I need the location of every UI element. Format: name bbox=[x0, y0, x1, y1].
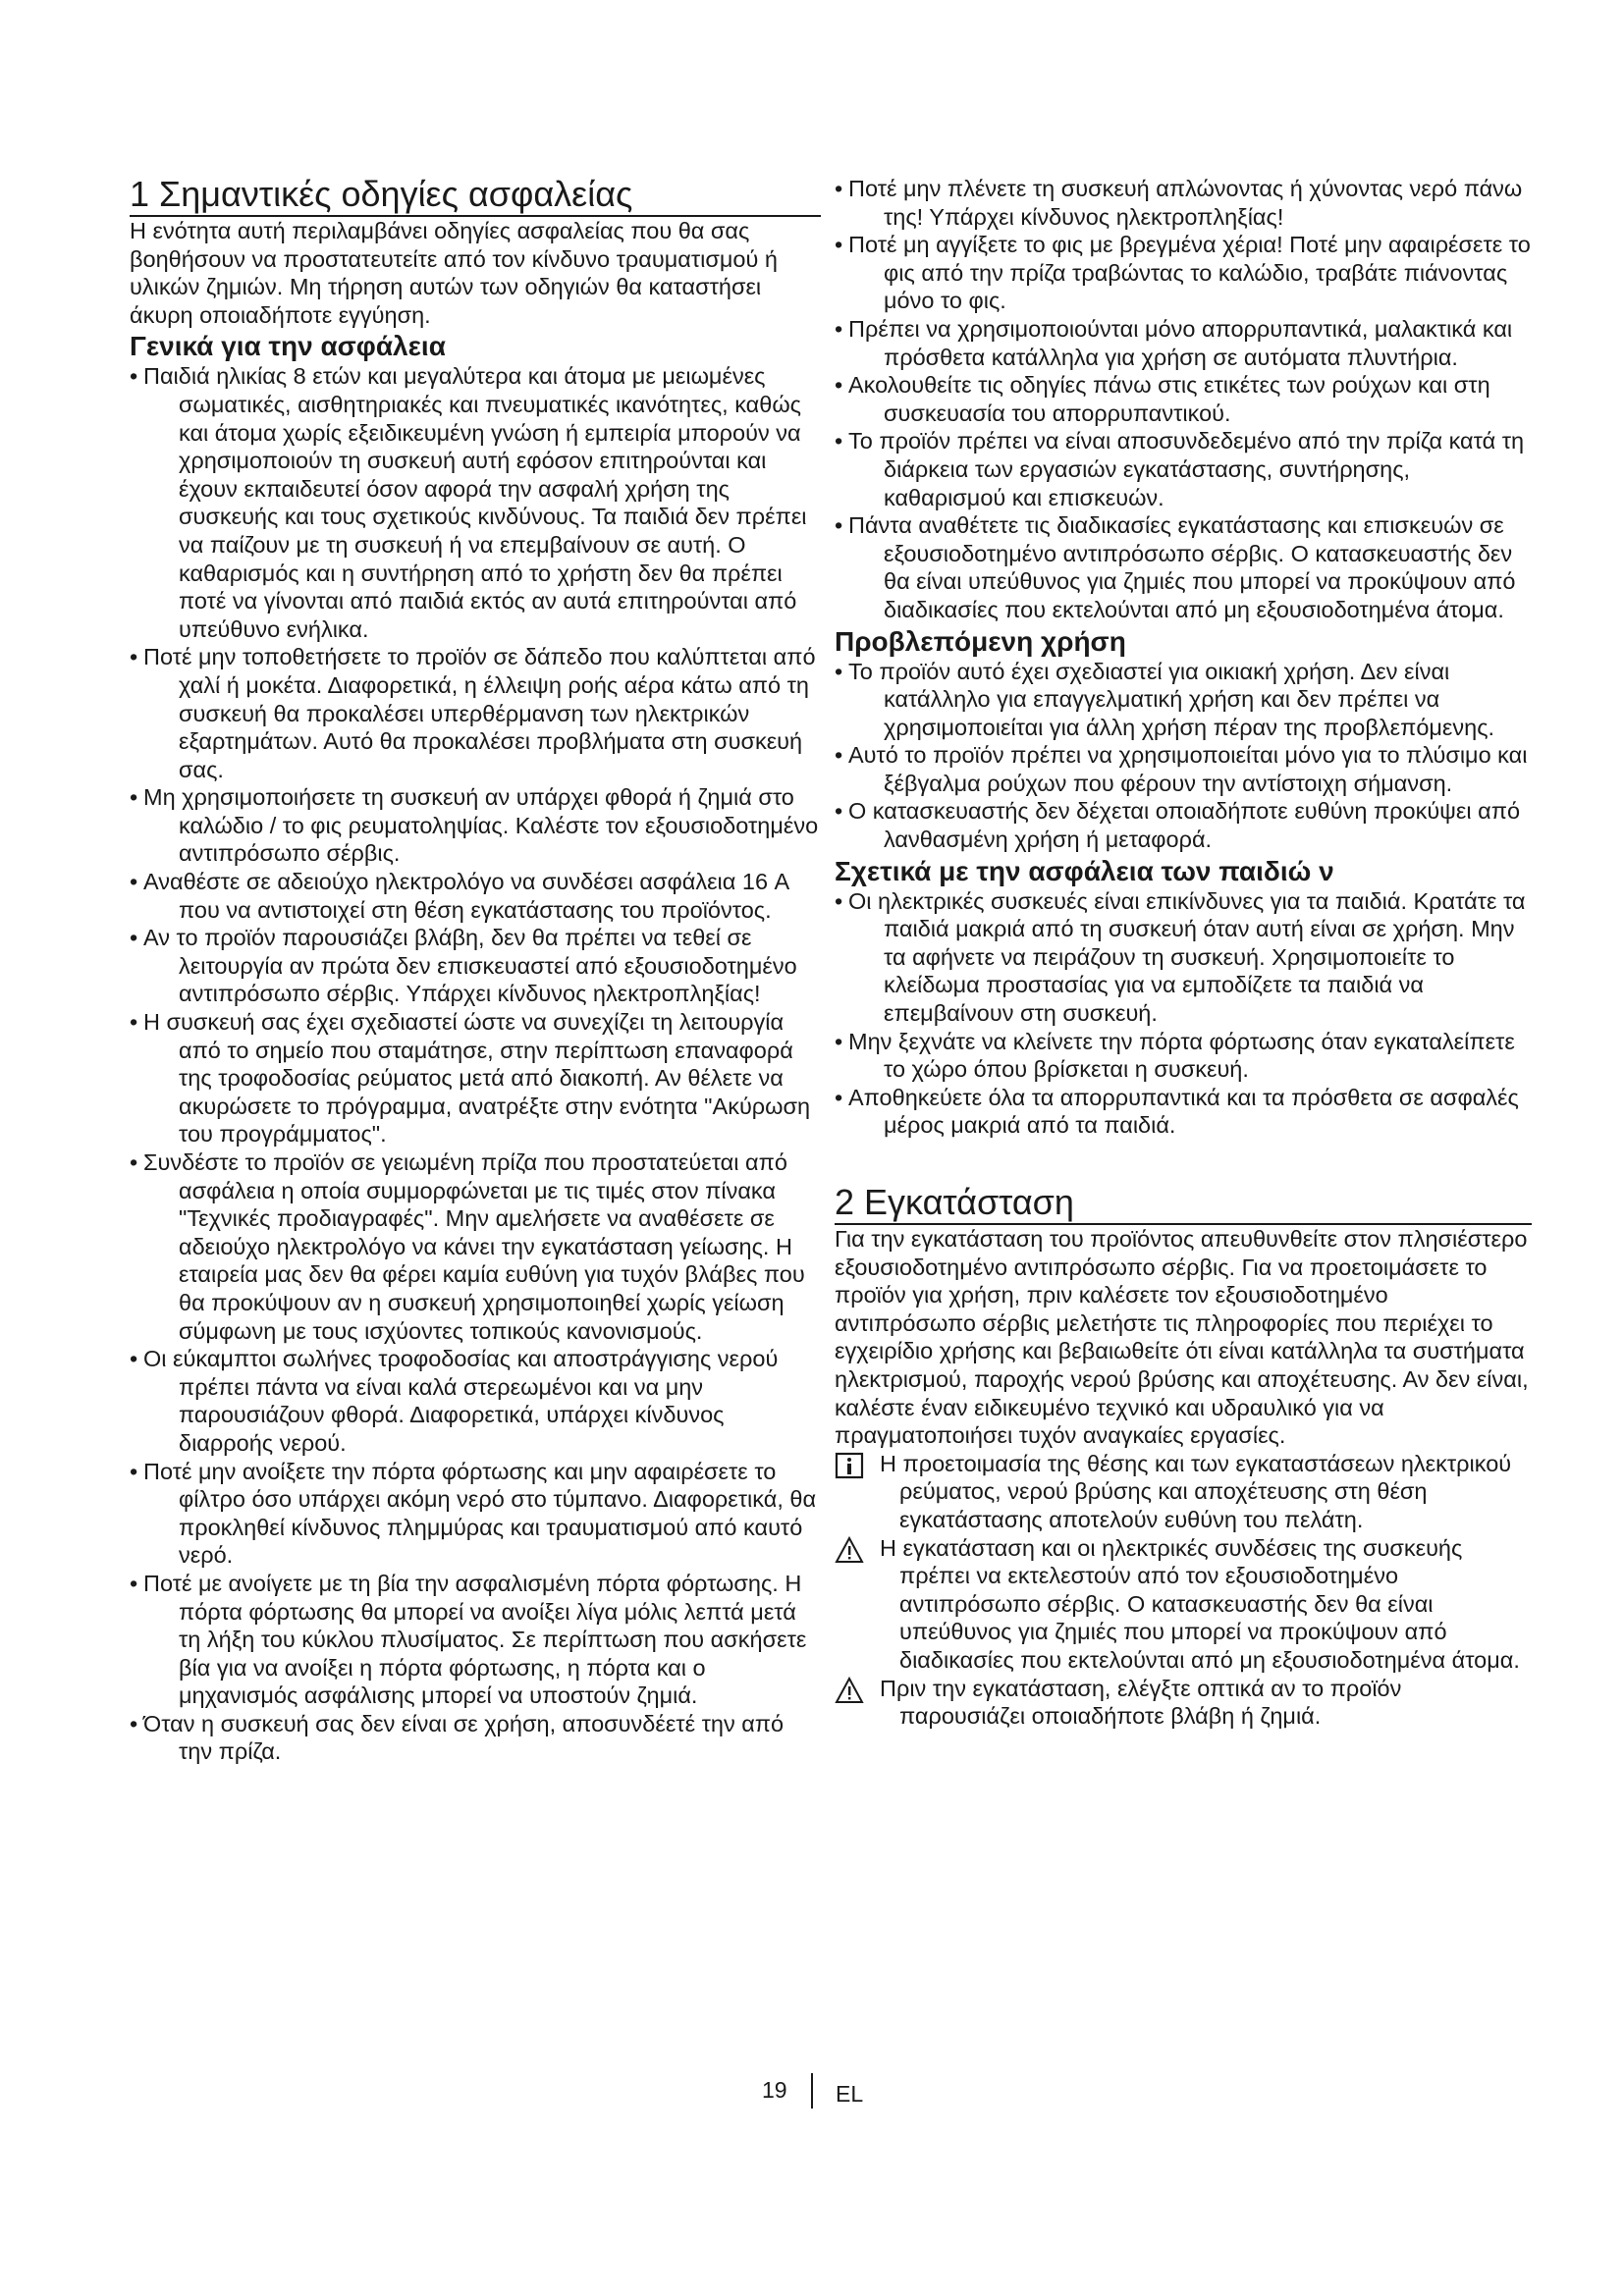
section-2-number: 2 bbox=[835, 1182, 855, 1222]
section-1-number: 1 bbox=[130, 174, 150, 214]
info-note bbox=[835, 1450, 1532, 1534]
info-icon bbox=[835, 1452, 864, 1479]
section-2-intro: Για την εγκατάσταση του προϊόντος απευθυνθείτε στον πλησιέστερο εξουσιοδοτημένο αντιπρόσωπο σέρβις. Για να προετοιμάσετε το προϊόν για χρήση, πριν καλέσετε τον εξουσιοδοτημένο αντιπρόσωπο σέρβις μελετήστε τις πληροφορίες που περιέχει το εγχειρίδιο χρήσης και βεβαιωθείτε ότι είναι κατάλληλα τα συστήματα ηλεκτρισμού, παροχής νερού βρύσης και αποχέτευσης. Αν δεν είναι, καλέστε έναν ειδικευμένο τεχνικό και υδραυλικό για να πραγματοποιήσει τυχόν αναγκαίες εργασίες. bbox=[835, 1226, 1529, 1449]
list-item: • Πρέπει να χρησιμοποιούνται μόνο απορρυπαντικά, μαλακτικά και πρόσθετα κατάλληλα για χρήση σε αυτόματα πλυντήρια. bbox=[835, 315, 1532, 371]
general-safety-list bbox=[130, 362, 821, 1766]
children-safety-heading: Σχετικά με την ασφάλεια των παιδιώ ν bbox=[835, 855, 1334, 886]
right-column bbox=[835, 175, 1532, 1731]
list-item: • Ποτέ μη αγγίξετε το φις με βρεγμένα χέρια! Ποτέ μην αφαιρέσετε το φις από την πρίζα τραβώντας το καλώδιο, τραβάτε πιάνοντας μόνο το φις. bbox=[835, 231, 1532, 315]
warning-icon bbox=[835, 1677, 864, 1704]
warning-note bbox=[835, 1675, 1532, 1731]
list-item: • Πάντα αναθέτετε τις διαδικασίες εγκατάστασης και επισκευών σε εξουσιοδοτημένο αντιπρόσωπο σέρβις. Ο κατασκευαστής δεν θα είναι υπεύθυνος για ζημιές που μπορεί να προκύψουν από διαδικασίες που εκτελούνται από μη εξουσιοδοτημένα άτομα. bbox=[835, 511, 1532, 623]
list-item: • Οι ηλεκτρικές συσκευές είναι επικίνδυνες για τα παιδιά. Κρατάτε τα παιδιά μακριά από τη συσκευή όταν αυτή είναι σε χρήση. Μην τα αφήνετε να πειράζουν τη συσκευή. Χρησιμοποιείτε το κλείδωμα προστασίας για να εμποδίζετε τα παιδιά να επεμβαίνουν στη συσκευή. bbox=[835, 887, 1532, 1028]
intended-use-heading: Προβλεπόμενη χρήση bbox=[835, 625, 1126, 657]
section-2-heading bbox=[835, 1183, 1532, 1225]
note-text: Η προετοιμασία της θέσης και των εγκαταστάσεων ηλεκτρικού ρεύματος, νερού βρύσης και αποχέτευσης στη θέση εγκατάστασης αποτελούν ευθύνη του πελάτη. bbox=[880, 1450, 1512, 1532]
page-number: 19 bbox=[762, 2077, 787, 2103]
list-item: • Αναθέστε σε αδειούχο ηλεκτρολόγο να συνδέσει ασφάλεια 16 A που να αντιστοιχεί στη θέση εγκατάστασης του προϊόντος. bbox=[130, 868, 821, 924]
children-safety-list bbox=[835, 887, 1532, 1140]
list-item: • Παιδιά ηλικίας 8 ετών και μεγαλύτερα και άτομα με μειωμένες σωματικές, αισθητηριακές και πνευματικές ικανότητες, καθώς και άτομα χωρίς εξειδικευμένη γνώση ή εμπειρία μπορούν να χρησιμοποιούν τη συσκευή αυτή εφόσον επιτηρούνται και έχουν εκπαιδευτεί όσον αφορά την ασφαλή χρήση της συσκευής και τους σχετικούς κινδύνους. Τα παιδιά δεν πρέπει να παίζουν με τη συσκευή ή να επεμβαίνουν σε αυτή. Ο καθαρισμός και η συντήρηση από το χρήστη δεν θα πρέπει ποτέ να γίνονται από παιδιά εκτός αν αυτά επιτηρούνται από υπεύθυνο ενήλικα. bbox=[130, 362, 821, 643]
note-text: Πριν την εγκατάσταση, ελέγξτε οπτικά αν το προϊόν παρουσιάζει οποιαδήποτε βλάβη ή ζημιά. bbox=[880, 1675, 1402, 1730]
intended-use-list bbox=[835, 658, 1532, 854]
footer-divider bbox=[811, 2073, 813, 2109]
general-safety-heading: Γενικά για την ασφάλεια bbox=[130, 331, 446, 362]
list-item: • Ποτέ με ανοίγετε με τη βία την ασφαλισμένη πόρτα φόρτωσης. Η πόρτα φόρτωσης θα μπορεί να ανοίξει λίγα μόλις λεπτά μετά τη λήξη του κύκλου πλυσίματος. Σε περίπτωση που ασκήσετε βία για να ανοίξει η πόρτα φόρτωσης, η πόρτα και ο μηχανισμός ασφάλισης μπορεί να υποστούν ζημιά. bbox=[130, 1570, 821, 1710]
section-1-title: Σημαντικές οδηγίες ασφαλείας bbox=[159, 174, 633, 214]
section-1-intro: Η ενότητα αυτή περιλαμβάνει οδηγίες ασφαλείας που θα σας βοηθήσουν να προστατευτείτε από τον κίνδυνο τραυματισμού ή υλικών ζημιών. Μη τήρηση αυτών των οδηγιών θα καταστήσει άκυρη οποιαδήποτε εγγύηση. bbox=[130, 218, 778, 328]
list-item: • Αυτό το προϊόν πρέπει να χρησιμοποιείται μόνο για το πλύσιμο και ξέβγαλμα ρούχων που φέρουν την αντίστοιχη σήμανση. bbox=[835, 741, 1532, 797]
list-item: • Ακολουθείτε τις οδηγίες πάνω στις ετικέτες των ρούχων και στη συσκευασία του απορρυπαντικού. bbox=[835, 371, 1532, 427]
page-footer bbox=[0, 2073, 1624, 2112]
list-item: • Ποτέ μην τοποθετήσετε το προϊόν σε δάπεδο που καλύπτεται από χαλί ή μοκέτα. Διαφορετικά, η έλλειψη ροής αέρα κάτω από τη συσκευή θα προκαλέσει υπερθέρμανση των ηλεκτρικών εξαρτημάτων. Αυτό θα προκαλέσει προβλήματα στη συσκευή σας. bbox=[130, 643, 821, 783]
language-code: EL bbox=[836, 2081, 864, 2107]
list-item: • Όταν η συσκευή σας δεν είναι σε χρήση, αποσυνδέετέ την από την πρίζα. bbox=[130, 1710, 821, 1766]
warning-icon bbox=[835, 1536, 864, 1564]
list-item: • Μην ξεχνάτε να κλείνετε την πόρτα φόρτωσης όταν εγκαταλείπετε το χώρο όπου βρίσκεται η συσκευή. bbox=[835, 1028, 1532, 1084]
list-item: • Η συσκευή σας έχει σχεδιαστεί ώστε να συνεχίζει τη λειτουργία από το σημείο που σταμάτησε, στην περίπτωση επαναφορά της τροφοδοσίας ρεύματος μετά από διακοπή. Αν θέλετε να ακυρώσετε το πρόγραμμα, ανατρέξτε στην ενότητα "Ακύρωση του προγράμματος". bbox=[130, 1008, 821, 1148]
list-item: • Ποτέ μην πλένετε τη συσκευή απλώνοντας ή χύνοντας νερό πάνω της! Υπάρχει κίνδυνος ηλεκτροπληξίας! bbox=[835, 175, 1532, 231]
warning-note bbox=[835, 1534, 1532, 1675]
list-item: • Ο κατασκευαστής δεν δέχεται οποιαδήποτε ευθύνη προκύψει από λανθασμένη χρήση ή μεταφορά. bbox=[835, 797, 1532, 853]
left-column bbox=[130, 175, 821, 1766]
list-item: • Το προϊόν πρέπει να είναι αποσυνδεδεμένο από την πρίζα κατά τη διάρκεια των εργασιών εγκατάστασης, συντήρησης, καθαρισμού και επισκευών. bbox=[835, 427, 1532, 511]
section-2-title: Εγκατάσταση bbox=[864, 1182, 1074, 1222]
list-item: • Αποθηκεύετε όλα τα απορρυπαντικά και τα πρόσθετα σε ασφαλές μέρος μακριά από τα παιδιά. bbox=[835, 1084, 1532, 1140]
list-item: • Το προϊόν αυτό έχει σχεδιαστεί για οικιακή χρήση. Δεν είναι κατάλληλο για επαγγελματική χρήση και δεν πρέπει να χρησιμοποιείται για άλλη χρήση πέραν της προβλεπόμενης. bbox=[835, 658, 1532, 742]
general-safety-list-continued bbox=[835, 175, 1532, 624]
list-item: • Συνδέστε το προϊόν σε γειωμένη πρίζα που προστατεύεται από ασφάλεια η οποία συμμορφώνεται με τις τιμές στον πίνακα "Τεχνικές προδιαγραφές". Μην αμελήσετε να αναθέσετε σε αδειούχο ηλεκτρολόγο να κάνει την εγκατάσταση γείωσης. Η εταιρεία μας δεν θα φέρει καμία ευθύνη για τυχόν βλάβες που θα προκύψουν αν η συσκευή χρησιμοποιηθεί χωρίς γείωση σύμφωνη με τους ισχύοντες τοπικούς κανονισμούς. bbox=[130, 1148, 821, 1345]
list-item: • Αν το προϊόν παρουσιάζει βλάβη, δεν θα πρέπει να τεθεί σε λειτουργία αν πρώτα δεν επισκευαστεί από εξουσιοδοτημένο αντιπρόσωπο σέρβις. Υπάρχει κίνδυνος ηλεκτροπληξίας! bbox=[130, 924, 821, 1008]
note-text: Η εγκατάσταση και οι ηλεκτρικές συνδέσεις της συσκευής πρέπει να εκτελεστούν από τον εξουσιοδοτημένο αντιπρόσωπο σέρβις. Ο κατασκευαστής δεν θα είναι υπεύθυνος για ζημιές που μπορεί να προκύψουν από διαδικασίες που εκτελούνται από μη εξουσιοδοτημένα άτομα. bbox=[880, 1534, 1520, 1673]
list-item: • Οι εύκαμπτοι σωλήνες τροφοδοσίας και αποστράγγισης νερού πρέπει πάντα να είναι καλά στερεωμένοι και να μην παρουσιάζουν φθορά. Διαφορετικά, υπάρχει κίνδυνος διαρροής νερού. bbox=[130, 1345, 821, 1457]
list-item: • Ποτέ μην ανοίξετε την πόρτα φόρτωσης και μην αφαιρέσετε το φίλτρο όσο υπάρχει ακόμη νερό στο τύμπανο. Διαφορετικά, θα προκληθεί κίνδυνος πλημμύρας και τραυματισμού από καυτό νερό. bbox=[130, 1458, 821, 1570]
list-item: • Μη χρησιμοποιήσετε τη συσκευή αν υπάρχει φθορά ή ζημιά στο καλώδιο / το φις ρευματοληψίας. Καλέστε τον εξουσιοδοτημένο αντιπρόσωπο σέρβις. bbox=[130, 783, 821, 868]
section-1-heading bbox=[130, 175, 821, 217]
